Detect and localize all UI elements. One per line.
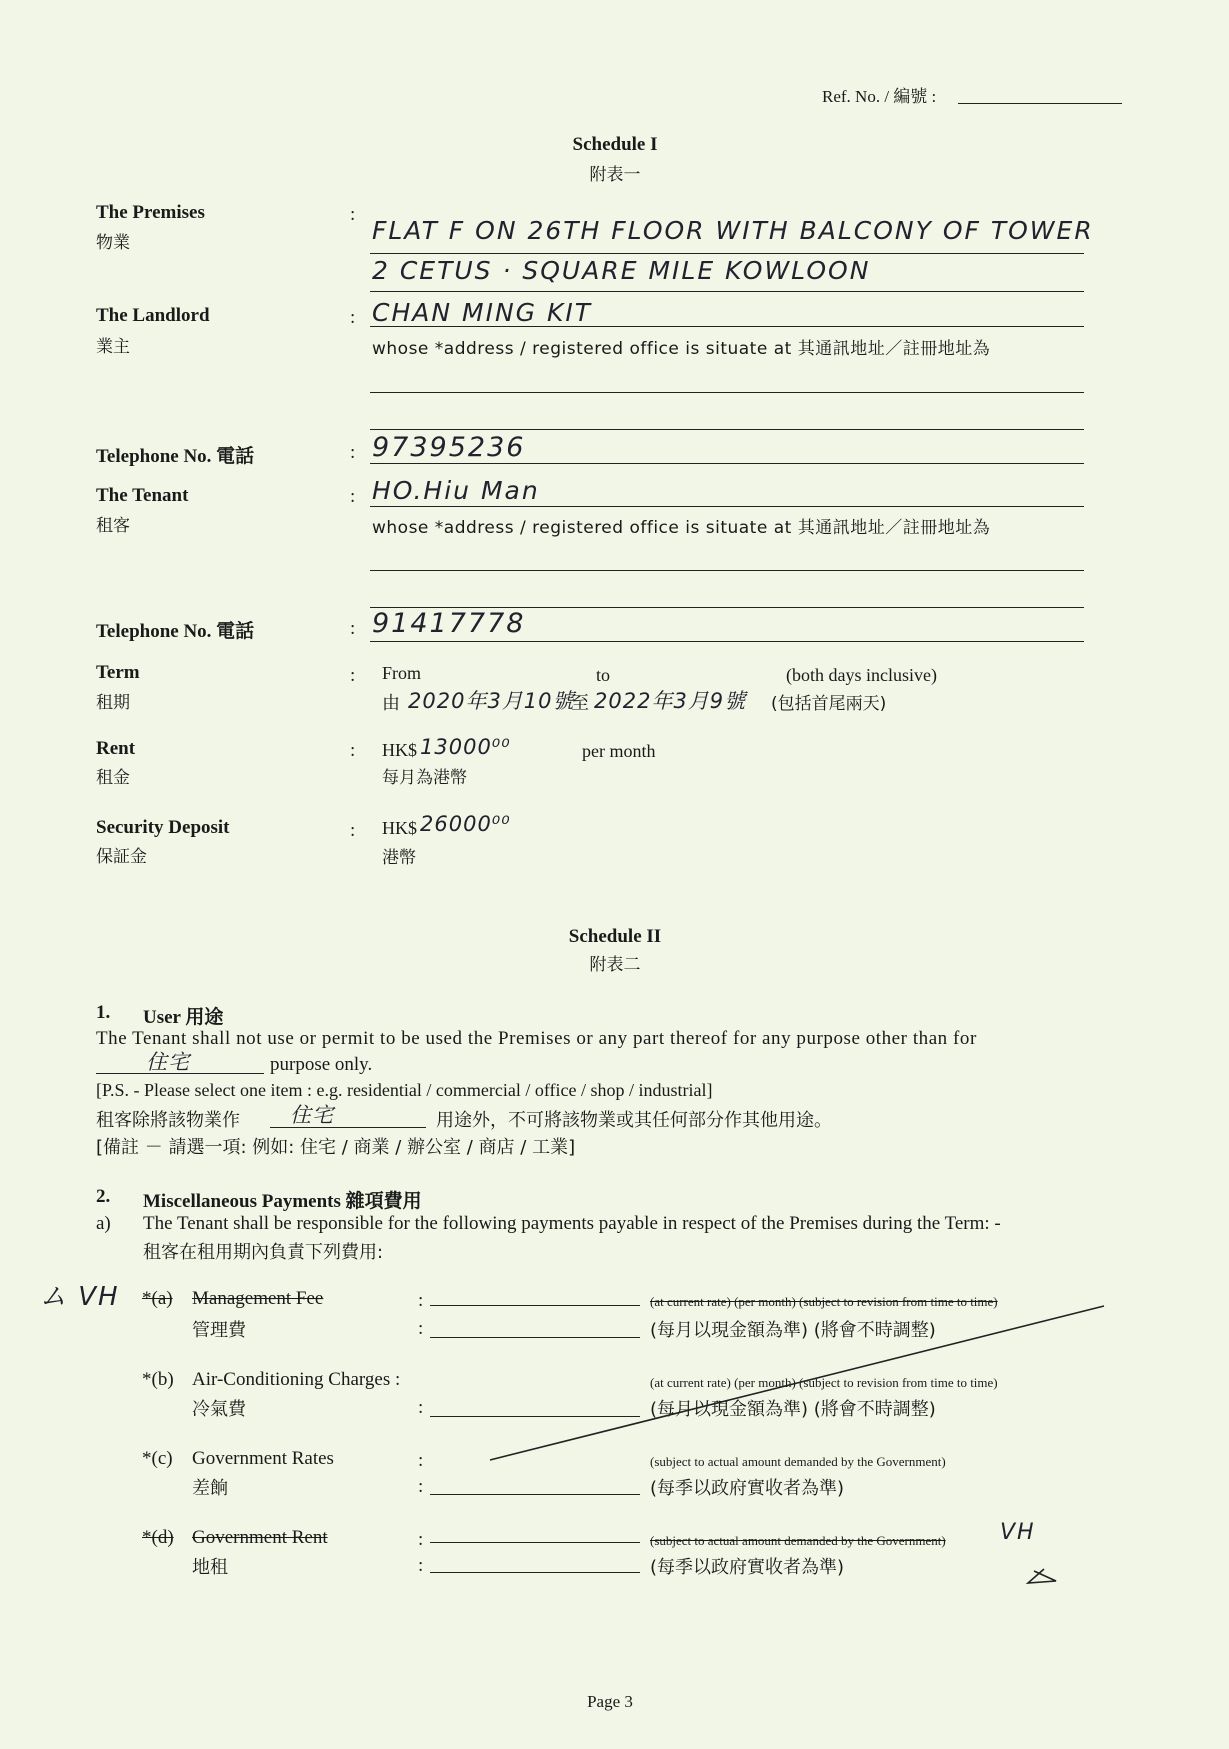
tenant-tel-colon: :: [350, 618, 356, 639]
item-a-label-zh: 管理費: [192, 1320, 246, 1341]
initials-left: ム VH: [40, 1282, 120, 1312]
premises-line1: FLAT F ON 26TH FLOOR WITH BALCONY OF TOWER: [372, 216, 1094, 245]
item-a-colon-zh: :: [418, 1318, 424, 1339]
item-a-note-en: (at current rate) (per month) (subject to revision from time to time): [650, 1294, 998, 1309]
schedule2-title: Schedule II: [568, 926, 662, 947]
item-a-note-zh: (每月以現金額為準) (將會不時調整): [650, 1320, 936, 1341]
item-b-colon-zh: :: [418, 1397, 424, 1418]
schedule2-title-zh: 附表二: [589, 955, 641, 975]
term-zh-inclusive: (包括首尾兩天): [771, 694, 887, 714]
rent-zh: 每月為港幣: [382, 768, 467, 788]
term-colon: :: [350, 665, 356, 686]
landlord-tel: 97395236: [372, 432, 526, 463]
term-start-date: 2020年3月10號: [408, 689, 575, 713]
s1-zh-pre: 租客除將該物業作: [96, 1110, 240, 1131]
term-zh-prefix: 由: [382, 693, 400, 714]
s1-text: The Tenant shall not use or permit to be used the Premises or any part thereof for any purpose other than for: [96, 1028, 977, 1049]
landlord-label-zh: 業主: [96, 337, 130, 357]
item-b-mark: *(b): [142, 1369, 174, 1390]
s2-a-text: The Tenant shall be responsible for the following payments payable in respect of the Premises during the Term: -: [143, 1213, 1001, 1234]
deposit-label: Security Deposit: [96, 817, 230, 838]
s2-num: 2.: [96, 1186, 111, 1207]
rent-per-month: per month: [582, 741, 656, 761]
rent-currency: HK$: [382, 740, 417, 760]
deposit-zh: 港幣: [382, 848, 416, 868]
rent-amount: 13000⁰⁰: [420, 735, 511, 759]
item-d-label: Government Rent: [192, 1527, 328, 1548]
s1-purpose-only: purpose only.: [270, 1054, 373, 1075]
item-c-label-zh: 差餉: [192, 1478, 228, 1499]
premises-label: The Premises: [96, 202, 205, 223]
landlord-colon: :: [350, 307, 356, 328]
term-from: From: [382, 663, 422, 683]
s1-num: 1.: [96, 1002, 111, 1023]
landlord-name: CHAN MING KIT: [372, 298, 593, 327]
item-c-label: Government Rates: [192, 1448, 334, 1469]
item-d-colon-zh: :: [418, 1555, 424, 1576]
term-to: to: [596, 665, 611, 685]
diagonal-strike-line: [490, 1306, 1104, 1460]
item-c-colon-zh: :: [418, 1476, 424, 1497]
tenant-tel-label: Telephone No. 電話: [96, 621, 255, 642]
tenant-address-text: whose *address / registered office is situate at 其通訊地址／註冊地址為: [372, 518, 991, 538]
item-a-mark: *(a): [142, 1288, 173, 1309]
term-label-zh: 租期: [96, 693, 130, 713]
initials-right: VH: [1000, 1520, 1036, 1545]
s1-use: 住宅: [146, 1050, 190, 1074]
item-b-label: Air-Conditioning Charges :: [192, 1369, 401, 1390]
s1-zh-use: 住宅: [290, 1103, 334, 1127]
schedule1-title: Schedule I: [572, 134, 658, 155]
item-d-note-zh: (每季以政府實收者為準): [650, 1557, 845, 1578]
item-c-note-zh: (每季以政府實收者為準): [650, 1478, 845, 1499]
item-b-note-en: (at current rate) (per month) (subject to revision from time to time): [650, 1375, 998, 1390]
premises-colon: :: [350, 204, 356, 225]
item-c-colon: :: [418, 1450, 424, 1471]
tenant-label: The Tenant: [96, 485, 189, 506]
item-a-colon: :: [418, 1290, 424, 1311]
term-label: Term: [96, 662, 140, 683]
page-number: Page 3: [587, 1692, 633, 1711]
rent-label: Rent: [96, 738, 136, 759]
item-d-mark: *(d): [142, 1527, 174, 1548]
deposit-currency: HK$: [382, 818, 417, 838]
item-a-label: Management Fee: [192, 1288, 324, 1309]
s2-a-zh: 租客在租用期內負責下列費用:: [143, 1242, 384, 1263]
deposit-colon: :: [350, 820, 356, 841]
landlord-address-text: whose *address / registered office is situate at 其通訊地址／註冊地址為: [372, 339, 991, 359]
rent-colon: :: [350, 740, 356, 761]
schedule1-title-zh: 附表一: [589, 165, 641, 185]
rent-label-zh: 租金: [96, 768, 130, 788]
ref-no-label: Ref. No. / 編號 :: [822, 87, 937, 106]
term-inclusive: (both days inclusive): [786, 665, 937, 685]
deposit-label-zh: 保証金: [96, 847, 147, 867]
landlord-tel-colon: :: [350, 442, 356, 463]
item-d-note-en: (subject to actual amount demanded by the Government): [650, 1533, 946, 1548]
item-c-note-en: (subject to actual amount demanded by the Government): [650, 1454, 946, 1469]
item-d-colon: :: [418, 1529, 424, 1550]
tenant-label-zh: 租客: [96, 516, 130, 536]
item-b-label-zh: 冷氣費: [192, 1399, 246, 1420]
s1-zh-post: 用途外，不可將該物業或其任何部分作其他用途。: [436, 1110, 832, 1131]
item-c-mark: *(c): [142, 1448, 173, 1469]
s2-title: Miscellaneous Payments 雜項費用: [143, 1191, 422, 1212]
tenant-colon: :: [350, 486, 356, 507]
item-d-label-zh: 地租: [192, 1557, 228, 1578]
premises-label-zh: 物業: [96, 233, 130, 253]
premises-line2: 2 CETUS · SQUARE MILE KOWLOON: [372, 256, 871, 285]
landlord-tel-label: Telephone No. 電話: [96, 446, 255, 467]
tenant-name: HO.Hiu Man: [372, 476, 540, 505]
item-b-note-zh: (每月以現金額為準) (將會不時調整): [650, 1399, 936, 1420]
tenant-tel: 91417778: [372, 608, 526, 639]
s1-ps: [P.S. - Please select one item : e.g. residential / commercial / office / shop / industrial]: [96, 1080, 713, 1100]
term-end-date: 2022年3月9號: [594, 689, 747, 713]
initials-scribble: [1028, 1569, 1056, 1583]
s1-title: User 用途: [143, 1007, 224, 1028]
s1-zh-note: [備註 － 請選一項: 例如: 住宅 / 商業 / 辦公室 / 商店 / 工業]: [96, 1137, 576, 1158]
landlord-label: The Landlord: [96, 305, 210, 326]
deposit-amount: 26000⁰⁰: [420, 812, 511, 836]
s2-a: a): [96, 1213, 111, 1234]
term-zh-to: 至: [571, 693, 589, 714]
